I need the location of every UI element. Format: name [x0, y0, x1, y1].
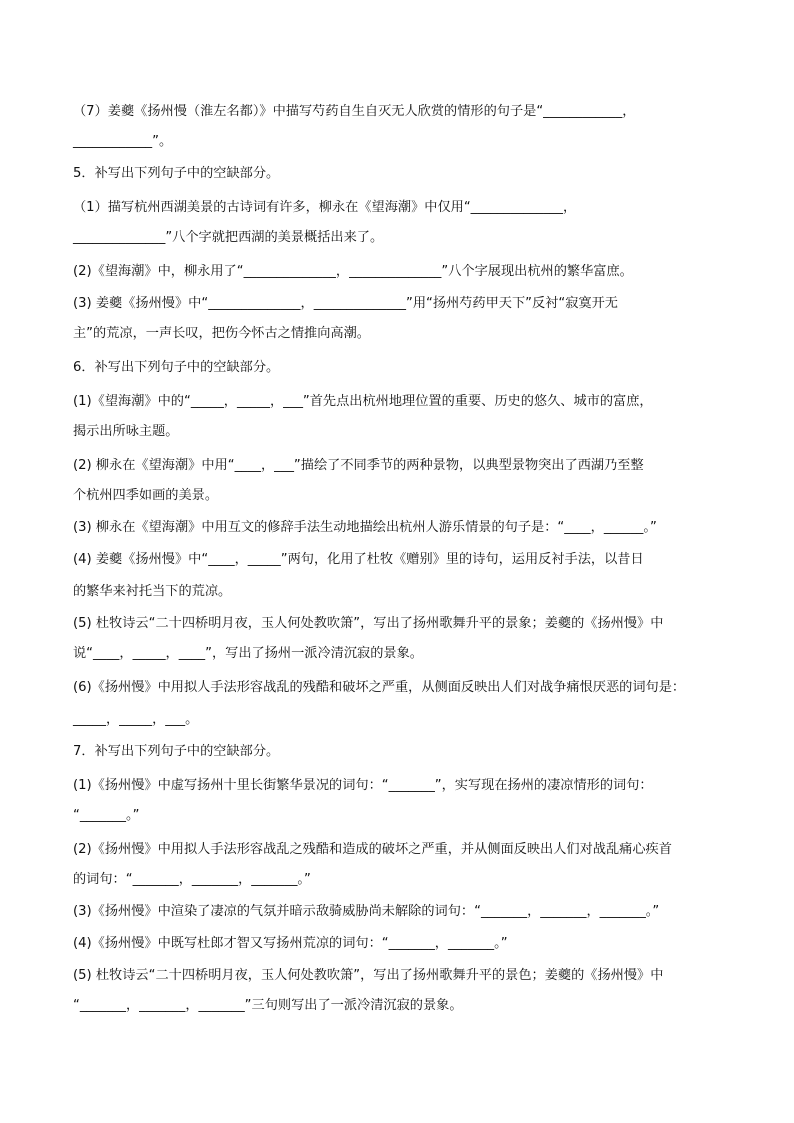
q5-2-line: (2)《望海潮》中，柳永用了“______________，______________”八个字展现出杭州的繁华富庶。: [73, 264, 633, 279]
q5-1-line-1: （1）描写杭州西湖美景的古诗词有许多，柳永在《望海潮》中仅用“______________，: [73, 200, 577, 215]
q5-heading: 5．补写出下列句子中的空缺部分。: [73, 166, 280, 181]
q4-7-line-1: （7）姜夔《扬州慢（淮左名都）》中描写芍药自生自灭无人欣赏的情形的句子是“____________，: [73, 104, 636, 119]
q7-2-line-1: (2)《扬州慢》中用拟人手法形容战乱之残酷和造成的破坏之严重，并从侧面反映出人们对战乱痛心疾首: [73, 842, 672, 857]
q6-4-line-1: (4) 姜夔《扬州慢》中“____，_____”两句，化用了杜牧《赠别》里的诗句，运用反衬手法，以昔日: [73, 552, 644, 567]
q6-5-line-2: 说“____，_____，____”，写出了扬州一派冷清沉寂的景象。: [73, 646, 423, 661]
q6-heading: 6．补写出下列句子中的空缺部分。: [73, 360, 280, 375]
q6-1-line-2: 揭示出所咏主题。: [73, 424, 179, 439]
q7-heading: 7．补写出下列句子中的空缺部分。: [73, 744, 280, 759]
q7-1-line-2: “_______。”: [73, 808, 140, 823]
q6-3-line: (3) 柳永在《望海潮》中用互文的修辞手法生动地描绘出杭州人游乐情景的句子是：“____，______。”: [73, 520, 657, 535]
q6-5-line-1: (5) 杜牧诗云“二十四桥明月夜，玉人何处教吹箫”，写出了扬州歌舞升平的景象；姜夔的《扬州慢》中: [73, 616, 664, 631]
q7-4-line: (4)《扬州慢》中既写杜郎才智又写扬州荒凉的词句：“_______，_______。”: [73, 936, 508, 951]
q7-5-line-1: (5) 杜牧诗云“二十四桥明月夜，玉人何处教吹箫”，写出了扬州歌舞升平的景色；姜夔的《扬州慢》中: [73, 968, 664, 983]
q7-2-line-2: 的词句：“_______，_______，_______。”: [73, 872, 311, 887]
q5-3-line-1: (3) 姜夔《扬州慢》中“______________，______________”用“扬州芍药甲天下”反衬“寂寞开无: [73, 296, 618, 311]
q4-7-line-2: ____________”。: [73, 134, 173, 149]
q6-1-line-1: (1)《望海潮》中的“_____，_____，___”首先点出杭州地理位置的重要、历史的悠久、城市的富庶，: [73, 394, 653, 409]
q5-3-line-2: 主”的荒凉，一声长叹，把伤今怀古之情推向高潮。: [73, 326, 370, 341]
q6-2-line-2: 个杭州四季如画的美景。: [73, 488, 219, 503]
q7-1-line-1: (1)《扬州慢》中虚写扬州十里长街繁华景况的词句：“_______”，实写现在扬州的凄凉情形的词句：: [73, 778, 653, 793]
q6-6-line-2: _____，_____，___。: [73, 712, 199, 727]
q6-2-line-1: (2) 柳永在《望海潮》中用“____，___”描绘了不同季节的两种景物，以典型景物突出了西湖乃至整: [73, 458, 644, 473]
q7-5-line-2: “_______，_______，_______”三句则写出了一派冷清沉寂的景象。: [73, 998, 463, 1013]
q6-6-line-1: (6)《扬州慢》中用拟人手法形容战乱的残酷和破坏之严重，从侧面反映出人们对战争痛恨厌恶的词句是：: [73, 680, 686, 695]
q7-3-line: (3)《扬州慢》中渲染了凄凉的气氛并暗示敌骑威胁尚未解除的词句：“_______，_______，_______。”: [73, 904, 660, 919]
q5-1-line-2: ______________”八个字就把西湖的美景概括出来了。: [73, 230, 384, 245]
q6-4-line-2: 的繁华来衬托当下的荒凉。: [73, 584, 232, 599]
